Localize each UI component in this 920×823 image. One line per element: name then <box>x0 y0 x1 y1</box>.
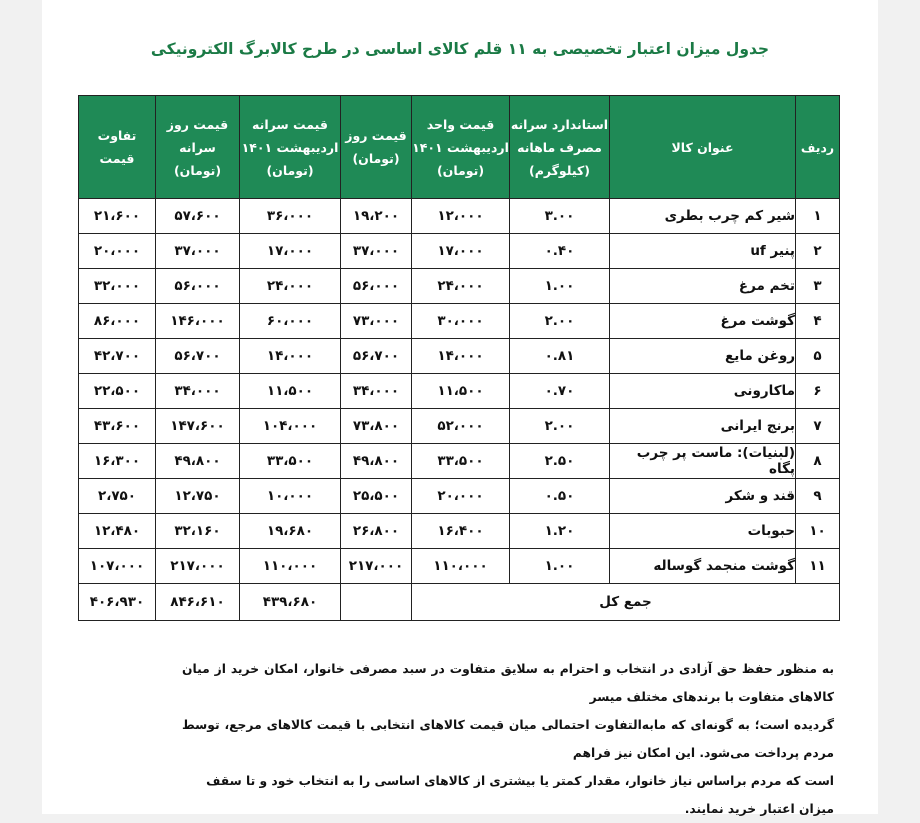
day-per-capita-price-cell: ۲۱۷،۰۰۰ <box>156 549 240 584</box>
header-line: (تومان) <box>352 151 400 166</box>
monthly-standard-cell: ۲.۰۰ <box>510 409 610 444</box>
day-per-capita-price-cell: ۵۷،۶۰۰ <box>156 199 240 234</box>
per-capita-price-cell: ۶۰،۰۰۰ <box>240 304 341 339</box>
header-line: ردیف <box>800 139 835 155</box>
header-line: قیمت <box>99 151 135 166</box>
item-name-cell: حبوبات <box>610 514 796 549</box>
header-line: (تومان) <box>266 162 314 178</box>
unit-price-cell: ۳۰،۰۰۰ <box>412 304 510 339</box>
per-capita-price-cell: ۱۷،۰۰۰ <box>240 234 341 269</box>
header-line: قیمت سرانه <box>252 116 328 132</box>
unit-price-cell: ۳۳،۵۰۰ <box>412 444 510 479</box>
day-price-cell: ۲۱۷،۰۰۰ <box>341 549 412 584</box>
table-row <box>79 234 840 269</box>
monthly-standard-cell: ۰.۷۰ <box>510 374 610 409</box>
header-day-price <box>341 96 412 199</box>
row-number-cell: ۳ <box>796 269 840 304</box>
header-line: قیمت واحد <box>426 116 495 132</box>
day-per-capita-price-cell: ۱۲،۷۵۰ <box>156 479 240 514</box>
header-line: تفاوت <box>97 128 137 143</box>
row-number-cell: ۱ <box>796 199 840 234</box>
header-row-number <box>796 96 840 199</box>
day-per-capita-price-cell: ۵۶،۰۰۰ <box>156 269 240 304</box>
total-price-difference: ۴۰۶،۹۳۰ <box>79 584 156 621</box>
day-per-capita-price-cell: ۱۴۶،۰۰۰ <box>156 304 240 339</box>
header-line: سرانه <box>179 139 216 155</box>
header-line: استاندارد سرانه <box>510 116 609 132</box>
price-difference-cell: ۳۲،۰۰۰ <box>79 269 156 304</box>
day-per-capita-price-cell: ۵۶،۷۰۰ <box>156 339 240 374</box>
monthly-standard-cell: ۰.۵۰ <box>510 479 610 514</box>
item-name-cell: قند و شکر <box>610 479 796 514</box>
price-difference-cell: ۱۲،۴۸۰ <box>79 514 156 549</box>
item-name-cell: تخم مرغ <box>610 269 796 304</box>
unit-price-cell: ۱۴،۰۰۰ <box>412 339 510 374</box>
day-price-cell: ۲۶،۸۰۰ <box>341 514 412 549</box>
item-name-cell: (لبنیات): ماست پر چرب پگاه <box>610 444 796 479</box>
header-line: قیمت روز <box>345 128 407 143</box>
price-difference-cell: ۱۶،۳۰۰ <box>79 444 156 479</box>
row-number-cell: ۵ <box>796 339 840 374</box>
table-row <box>79 269 840 304</box>
day-price-cell: ۳۴،۰۰۰ <box>341 374 412 409</box>
table-header-row <box>79 96 840 199</box>
day-price-cell: ۴۹،۸۰۰ <box>341 444 412 479</box>
table-row <box>79 199 840 234</box>
row-number-cell: ۱۱ <box>796 549 840 584</box>
unit-price-cell: ۱۷،۰۰۰ <box>412 234 510 269</box>
table-row <box>79 479 840 514</box>
table-row <box>79 514 840 549</box>
header-line: (تومان) <box>436 162 485 178</box>
row-number-cell: ۴ <box>796 304 840 339</box>
day-per-capita-price-cell: ۳۲،۱۶۰ <box>156 514 240 549</box>
item-name-cell: روغن مایع <box>610 339 796 374</box>
allocation-table <box>78 95 840 621</box>
price-difference-cell: ۸۶،۰۰۰ <box>79 304 156 339</box>
monthly-standard-cell: ۰.۴۰ <box>510 234 610 269</box>
monthly-standard-cell: ۱.۰۰ <box>510 269 610 304</box>
total-per-capita-price: ۴۳۹،۶۸۰ <box>240 584 341 621</box>
day-price-cell: ۵۶،۰۰۰ <box>341 269 412 304</box>
header-unit-price <box>412 96 510 199</box>
paragraph-line: گردیده است؛ به گونه‌ای که مابه‌التفاوت احتمالی میان قیمت کالاهای انتخابی با قیمت کالاهای مرجع، توسط مردم پرداخت می‌شود. این امکان نیز فراهم <box>182 718 834 760</box>
row-number-cell: ۸ <box>796 444 840 479</box>
per-capita-price-cell: ۱۰۴،۰۰۰ <box>240 409 341 444</box>
explanatory-paragraph <box>182 655 834 823</box>
per-capita-price-cell: ۳۶،۰۰۰ <box>240 199 341 234</box>
header-day-per-capita-price <box>156 96 240 199</box>
unit-price-cell: ۵۲،۰۰۰ <box>412 409 510 444</box>
item-name-cell: گوشت منجمد گوساله <box>610 549 796 584</box>
day-per-capita-price-cell: ۳۴،۰۰۰ <box>156 374 240 409</box>
total-row <box>79 584 840 621</box>
header-line: اردیبهشت ۱۴۰۱ <box>241 139 339 155</box>
header-line: عنوان کالا <box>671 139 734 155</box>
header-line: (تومان) <box>173 162 222 178</box>
price-difference-cell: ۲۱،۶۰۰ <box>79 199 156 234</box>
unit-price-cell: ۲۴،۰۰۰ <box>412 269 510 304</box>
per-capita-price-cell: ۱۰،۰۰۰ <box>240 479 341 514</box>
total-day-per-capita-price: ۸۴۶،۶۱۰ <box>156 584 240 621</box>
day-per-capita-price-cell: ۳۷،۰۰۰ <box>156 234 240 269</box>
monthly-standard-cell: ۰.۸۱ <box>510 339 610 374</box>
price-difference-cell: ۱۰۷،۰۰۰ <box>79 549 156 584</box>
total-empty-cell <box>341 584 412 621</box>
table-row <box>79 374 840 409</box>
price-difference-cell: ۲،۷۵۰ <box>79 479 156 514</box>
monthly-standard-cell: ۲.۰۰ <box>510 304 610 339</box>
price-difference-cell: ۴۳،۶۰۰ <box>79 409 156 444</box>
table-row <box>79 304 840 339</box>
header-monthly-standard <box>510 96 610 199</box>
row-number-cell: ۱۰ <box>796 514 840 549</box>
header-line: (کیلوگرم) <box>529 162 590 178</box>
row-number-cell: ۶ <box>796 374 840 409</box>
price-difference-cell: ۴۲،۷۰۰ <box>79 339 156 374</box>
per-capita-price-cell: ۲۴،۰۰۰ <box>240 269 341 304</box>
per-capita-price-cell: ۱۱۰،۰۰۰ <box>240 549 341 584</box>
per-capita-price-cell: ۱۹،۶۸۰ <box>240 514 341 549</box>
price-difference-cell: ۲۰،۰۰۰ <box>79 234 156 269</box>
header-price-difference <box>79 96 156 199</box>
table-body <box>79 199 840 621</box>
table-title: جدول میزان اعتبار تخصیصی به ۱۱ قلم کالای اساسی در طرح کالابرگ الکترونیکی <box>150 40 770 58</box>
day-per-capita-price-cell: ۱۴۷،۶۰۰ <box>156 409 240 444</box>
monthly-standard-cell: ۳.۰۰ <box>510 199 610 234</box>
day-price-cell: ۱۹،۲۰۰ <box>341 199 412 234</box>
row-number-cell: ۹ <box>796 479 840 514</box>
item-name-cell: برنج ایرانی <box>610 409 796 444</box>
paragraph-line: است که مردم براساس نیاز خانوار، مقدار کمتر یا بیشتری از کالاهای اساسی را به انتخاب خود و تا سقف میزان اعتبار خرید نمایند. <box>206 774 834 816</box>
per-capita-price-cell: ۱۴،۰۰۰ <box>240 339 341 374</box>
table-row <box>79 409 840 444</box>
header-item-name <box>610 96 796 199</box>
item-name-cell: گوشت مرغ <box>610 304 796 339</box>
monthly-standard-cell: ۱.۲۰ <box>510 514 610 549</box>
header-line: اردیبهشت ۱۴۰۱ <box>412 139 509 155</box>
day-price-cell: ۷۳،۸۰۰ <box>341 409 412 444</box>
unit-price-cell: ۱۱۰،۰۰۰ <box>412 549 510 584</box>
header-per-capita-price <box>240 96 341 199</box>
day-per-capita-price-cell: ۴۹،۸۰۰ <box>156 444 240 479</box>
unit-price-cell: ۱۱،۵۰۰ <box>412 374 510 409</box>
unit-price-cell: ۱۲،۰۰۰ <box>412 199 510 234</box>
day-price-cell: ۷۳،۰۰۰ <box>341 304 412 339</box>
day-price-cell: ۲۵،۵۰۰ <box>341 479 412 514</box>
table-row <box>79 339 840 374</box>
row-number-cell: ۷ <box>796 409 840 444</box>
price-difference-cell: ۲۲،۵۰۰ <box>79 374 156 409</box>
day-price-cell: ۳۷،۰۰۰ <box>341 234 412 269</box>
monthly-standard-cell: ۲.۵۰ <box>510 444 610 479</box>
unit-price-cell: ۲۰،۰۰۰ <box>412 479 510 514</box>
per-capita-price-cell: ۱۱،۵۰۰ <box>240 374 341 409</box>
header-line: مصرف ماهانه <box>517 139 602 155</box>
document-page <box>42 0 878 814</box>
item-name-cell: ماکارونی <box>610 374 796 409</box>
per-capita-price-cell: ۳۳،۵۰۰ <box>240 444 341 479</box>
table-row <box>79 444 840 479</box>
day-price-cell: ۵۶،۷۰۰ <box>341 339 412 374</box>
header-line: قیمت روز <box>166 116 229 132</box>
paragraph-line: به منظور حفظ حق آزادی در انتخاب و احترام به سلایق متفاوت در سبد مصرفی خانوار، امکان خرید از میان کالاهای متفاوت با برندهای مختلف میسر <box>182 662 834 704</box>
total-label: جمع کل <box>412 584 840 621</box>
unit-price-cell: ۱۶،۴۰۰ <box>412 514 510 549</box>
item-name-cell: شیر کم چرب بطری <box>610 199 796 234</box>
table-row <box>79 549 840 584</box>
item-name-cell: پنیر uf <box>610 234 796 269</box>
row-number-cell: ۲ <box>796 234 840 269</box>
monthly-standard-cell: ۱.۰۰ <box>510 549 610 584</box>
